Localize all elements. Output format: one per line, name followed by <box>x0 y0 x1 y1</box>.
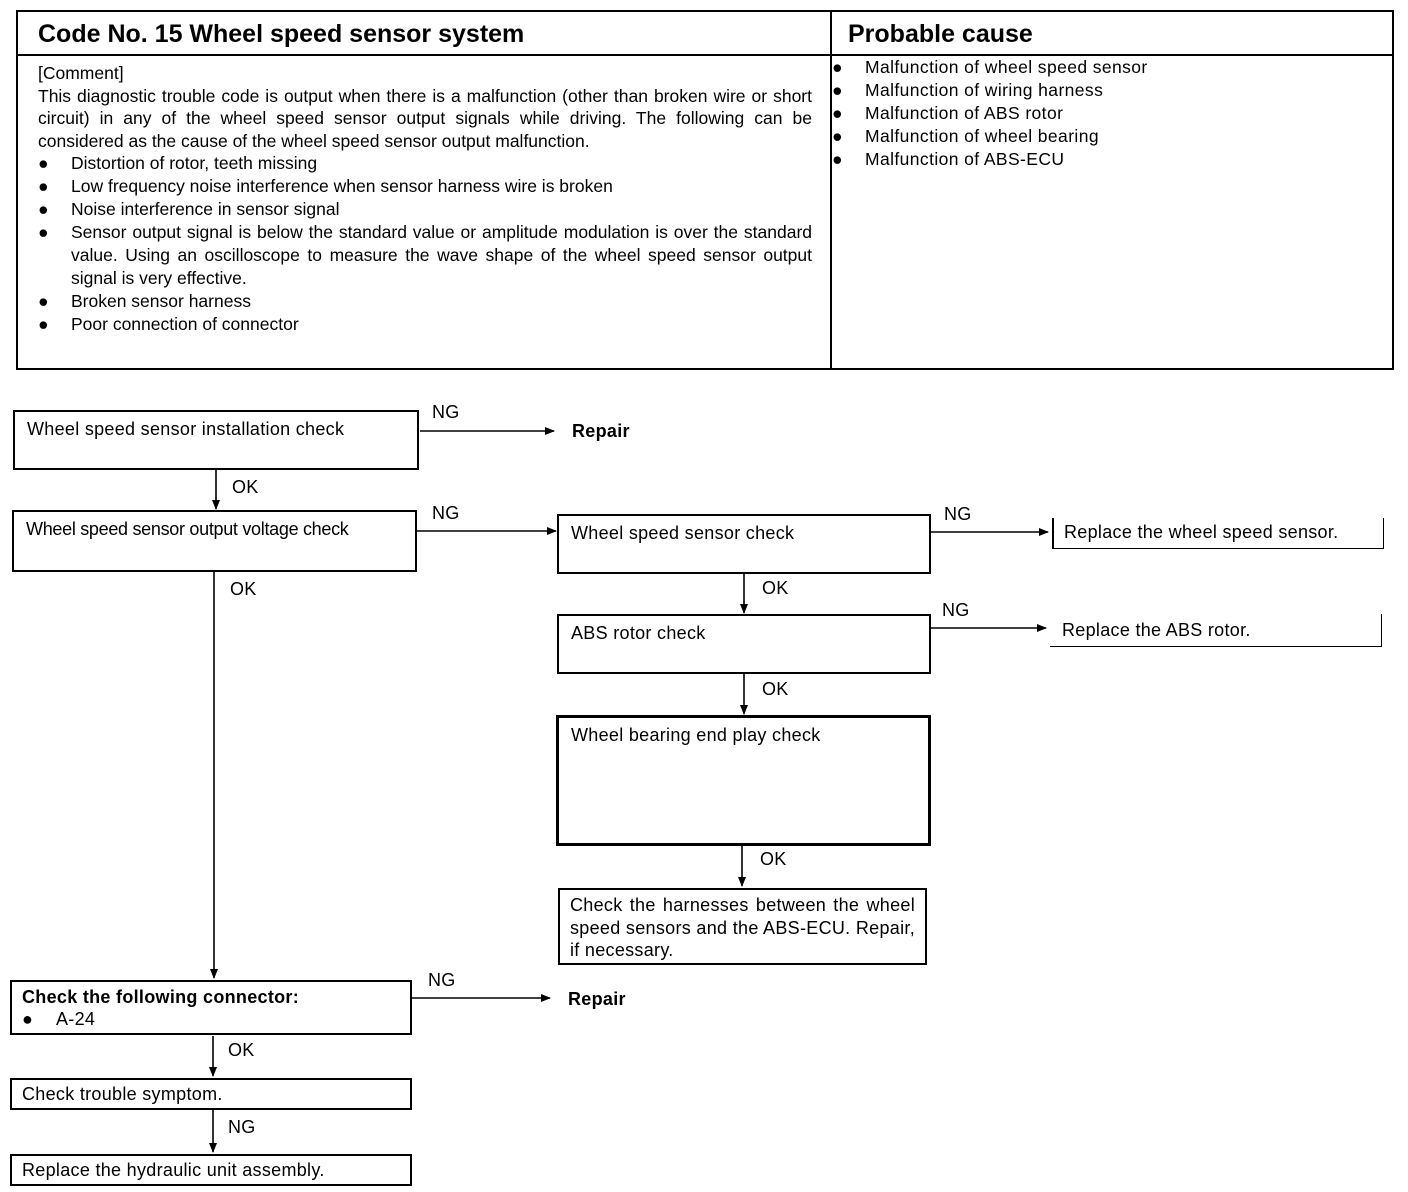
list-item: ● Malfunction of wiring harness <box>832 80 1104 100</box>
install-check-box <box>13 410 419 470</box>
ng-label: NG <box>432 503 460 523</box>
connector-check-box <box>10 980 412 1035</box>
bullet-icon: ● <box>22 1009 34 1029</box>
bullet-icon: ● <box>832 57 843 77</box>
replace-hydraulic-box <box>10 1154 412 1186</box>
bullet-icon: ● <box>832 103 843 123</box>
sensor-check-box <box>557 514 931 574</box>
ng-label: NG <box>428 970 456 990</box>
harness-check-box <box>558 888 927 965</box>
output-voltage-check-text: Wheel speed sensor output voltage check <box>26 519 349 539</box>
list-item: ● Malfunction of ABS-ECU <box>832 149 1065 169</box>
bullet-icon: ● <box>38 199 49 219</box>
replace-rotor-text: Replace the ABS rotor. <box>1062 620 1251 640</box>
list-item: ● Noise interference in sensor signal <box>38 199 340 219</box>
trouble-symptom-text: Check trouble symptom. <box>22 1084 223 1104</box>
repair-label: Repair <box>568 989 626 1009</box>
abs-rotor-check-box <box>557 614 931 674</box>
comment-paragraph: This diagnostic trouble code is output when there is a malfunction (other than broken wire or short circuit) in any of the wheel speed sensor output signals while driving. The following can be considered as the cause of the wheel speed sensor output malfunction. <box>38 85 812 151</box>
trouble-symptom-box <box>10 1078 412 1110</box>
ng-label: NG <box>944 504 972 524</box>
connector-check-title: Check the following connector: <box>22 987 300 1007</box>
ng-label: NG <box>432 402 460 422</box>
bullet-icon: ● <box>38 176 49 196</box>
replace-hydraulic-text: Replace the hydraulic unit assembly. <box>22 1160 325 1180</box>
repair-label: Repair <box>572 421 630 441</box>
list-item: ● Broken sensor harness <box>38 291 251 311</box>
ok-label: OK <box>228 1040 255 1060</box>
bullet-icon: ● <box>38 291 49 311</box>
bullet-icon: ● <box>38 222 49 242</box>
bearing-check-box <box>556 715 931 846</box>
probable-cause-title: Probable cause <box>832 12 1392 56</box>
bullet-icon: ● <box>38 153 49 173</box>
list-item: ● Malfunction of wheel speed sensor <box>832 57 1148 77</box>
code-title: Code No. 15 Wheel speed sensor system <box>18 12 830 56</box>
bullet-icon: ● <box>832 149 843 169</box>
list-item: ● Malfunction of wheel bearing <box>832 126 1099 146</box>
list-item: ● Sensor output signal is below the standard value or amplitude modulation is over the standard value. Using an oscilloscope to measure the wave shape of the wheel speed sensor output signal is very effective. <box>38 222 812 288</box>
list-item <box>22 1008 400 1030</box>
harness-check-text: Check the harnesses between the wheel speed sensors and the ABS-ECU. Repair, if necessary. <box>570 895 915 960</box>
list-item: ● Distortion of rotor, teeth missing <box>38 153 318 173</box>
ng-label: NG <box>228 1117 256 1137</box>
replace-sensor-box <box>1052 518 1384 549</box>
list-item: ● Malfunction of ABS rotor <box>832 103 1064 123</box>
ok-label: OK <box>232 477 259 497</box>
output-voltage-check-box <box>12 510 417 572</box>
bearing-check-text: Wheel bearing end play check <box>571 725 821 745</box>
list-item: ● Low frequency noise interference when sensor harness wire is broken <box>38 176 613 196</box>
abs-rotor-check-text: ABS rotor check <box>571 623 706 643</box>
ok-label: OK <box>762 679 789 699</box>
comment-label: [Comment] <box>38 63 124 83</box>
replace-sensor-text: Replace the wheel speed sensor. <box>1064 522 1339 542</box>
ok-label: OK <box>762 578 789 598</box>
sensor-check-text: Wheel speed sensor check <box>571 523 795 543</box>
ok-label: OK <box>230 579 257 599</box>
list-item: ● Poor connection of connector <box>38 314 299 334</box>
bullet-icon: ● <box>832 80 843 100</box>
bullet-icon: ● <box>832 126 843 146</box>
connector-item: A-24 <box>56 1009 96 1029</box>
bullet-icon: ● <box>38 314 49 334</box>
replace-rotor-box <box>1050 614 1382 647</box>
ng-label: NG <box>942 600 970 620</box>
install-check-text: Wheel speed sensor installation check <box>27 419 345 439</box>
ok-label: OK <box>760 849 787 869</box>
